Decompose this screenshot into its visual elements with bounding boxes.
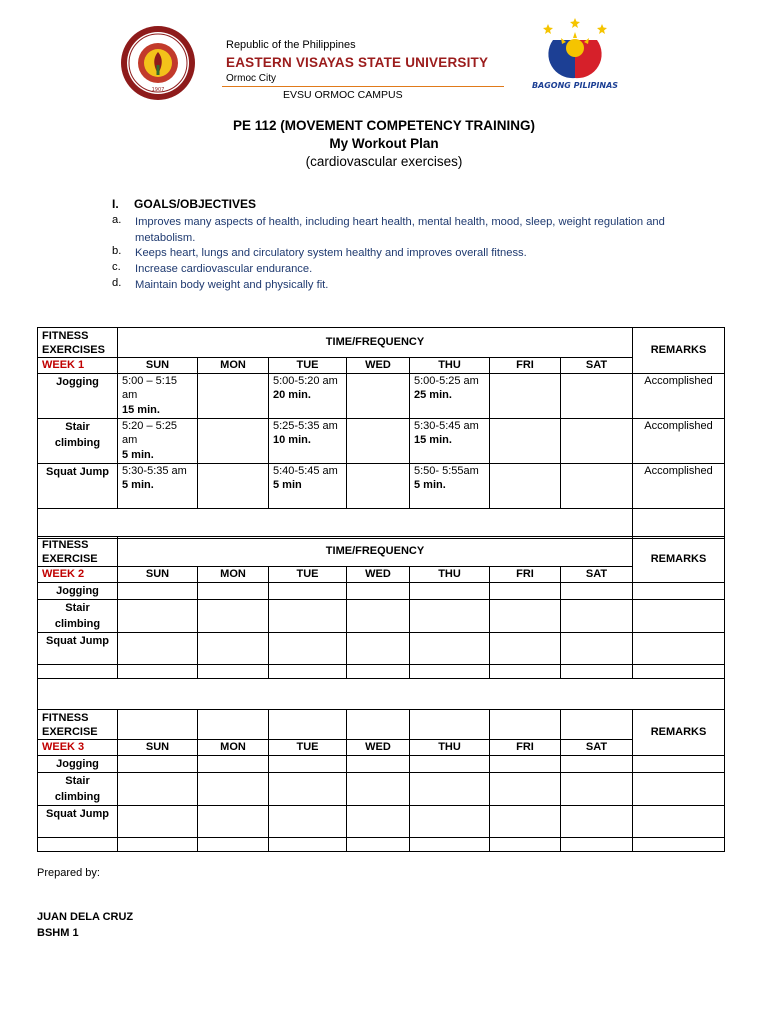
schedule-cell (269, 755, 347, 772)
duration: 5 min. (414, 479, 446, 491)
schedule-cell (198, 418, 269, 463)
remarks-header: REMARKS (633, 537, 725, 583)
schedule-cell (410, 805, 490, 837)
goals-number: I. (112, 197, 119, 211)
schedule-cell (410, 772, 490, 805)
day-header: TUE (269, 358, 347, 374)
goals-heading-text: GOALS/OBJECTIVES (134, 197, 257, 211)
schedule-cell (410, 582, 490, 599)
seal-year: 1907 (151, 87, 165, 93)
schedule-cell (118, 418, 198, 463)
time-range: 5:50- 5:55am (414, 464, 479, 477)
exercise-name: Jogging (38, 373, 118, 418)
goal-item (112, 261, 672, 277)
goal-item (112, 277, 672, 293)
remarks-cell (633, 805, 725, 837)
goal-letter: d. (112, 277, 122, 289)
schedule-cell (118, 805, 198, 837)
day-header: WED (347, 740, 410, 756)
day-header: WED (347, 567, 410, 583)
empty-cell (198, 710, 269, 740)
goal-text: Keeps heart, lungs and circulatory system healthy and improves overall fitness. (135, 247, 527, 259)
schedule-cell (269, 632, 347, 664)
week-label: WEEK 1 (38, 358, 118, 374)
remarks-cell (633, 582, 725, 599)
schedule-cell (561, 772, 633, 805)
country-label: Republic of the Philippines (226, 39, 356, 51)
day-header: SAT (561, 740, 633, 756)
schedule-cell (410, 755, 490, 772)
schedule-cell (410, 632, 490, 664)
empty-cell (118, 710, 198, 740)
goal-text: Increase cardiovascular endurance. (135, 263, 313, 275)
time-range: 5:30-5:35 am (122, 464, 187, 477)
schedule-cell (410, 463, 490, 508)
schedule-cell (118, 837, 198, 851)
schedule-cell (561, 755, 633, 772)
duration: 25 min. (414, 389, 452, 401)
schedule-cell (198, 599, 269, 632)
exercise-name: Squat Jump (38, 632, 118, 664)
schedule-cell (198, 373, 269, 418)
exercise-name: Stair climbing (38, 418, 118, 463)
schedule-cell (490, 664, 561, 678)
schedule-cell (490, 418, 561, 463)
fitness-exercise-header: FITNESS EXERCISE (38, 710, 118, 740)
remarks-cell: Accomplished (633, 373, 725, 418)
schedule-cell (347, 582, 410, 599)
prepared-by-label: Prepared by: (37, 867, 100, 879)
duration: 15 min. (122, 403, 160, 416)
schedule-cell (561, 837, 633, 851)
duration: 15 min. (414, 434, 452, 446)
empty-cell (490, 710, 561, 740)
schedule-cell (269, 599, 347, 632)
schedule-cell (118, 463, 198, 508)
schedule-cell (118, 599, 198, 632)
fitness-exercises-header: FITNESS EXERCISES (38, 328, 118, 358)
schedule-cell (347, 664, 410, 678)
schedule-cell (410, 373, 490, 418)
schedule-cell (490, 755, 561, 772)
schedule-cell (198, 582, 269, 599)
remarks-cell: Accomplished (633, 463, 725, 508)
day-header: THU (410, 567, 490, 583)
empty-cell (269, 710, 347, 740)
schedule-cell (269, 837, 347, 851)
goal-text: Improves many aspects of health, including heart health, mental health, mood, sleep, weight regulation and metabolism. (135, 216, 665, 244)
schedule-cell (410, 664, 490, 678)
day-header: TUE (269, 567, 347, 583)
day-header: SAT (561, 358, 633, 374)
exercise-name: Squat Jump (38, 805, 118, 837)
preparer-name: JUAN DELA CRUZ (37, 911, 134, 923)
schedule-cell (561, 599, 633, 632)
day-header: SUN (118, 358, 198, 374)
schedule-cell (490, 837, 561, 851)
schedule-cell (490, 632, 561, 664)
schedule-cell (198, 755, 269, 772)
remarks-cell (633, 664, 725, 678)
fitness-exercise-header: FITNESS EXERCISE (38, 537, 118, 567)
schedule-cell (347, 463, 410, 508)
spacer-cell (38, 508, 633, 538)
schedule-cell (198, 463, 269, 508)
university-seal-logo (120, 25, 196, 101)
day-header: FRI (490, 567, 561, 583)
week1-table (37, 327, 725, 539)
goal-text: Maintain body weight and physically fit. (135, 279, 329, 291)
time-range: 5:00-5:20 am (273, 374, 338, 387)
schedule-cell (269, 664, 347, 678)
schedule-cell (347, 772, 410, 805)
plan-title: My Workout Plan (329, 136, 439, 151)
day-header: SAT (561, 567, 633, 583)
schedule-cell (118, 582, 198, 599)
schedule-cell (490, 463, 561, 508)
day-header: SUN (118, 567, 198, 583)
spacer-cell (633, 508, 725, 538)
schedule-cell (490, 599, 561, 632)
university-name: EASTERN VISAYAS STATE UNIVERSITY (226, 55, 489, 70)
day-header: SUN (118, 740, 198, 756)
schedule-cell (490, 772, 561, 805)
remarks-header: REMARKS (633, 328, 725, 374)
remarks-cell (633, 599, 725, 632)
time-range: 5:40-5:45 am (273, 464, 338, 477)
duration: 20 min. (273, 389, 311, 401)
goal-letter: b. (112, 245, 122, 257)
remarks-cell (633, 772, 725, 805)
day-header: MON (198, 740, 269, 756)
schedule-cell (198, 664, 269, 678)
time-range: 5:25-5:35 am (273, 419, 338, 432)
goal-item (112, 214, 672, 246)
campus-label: EVSU ORMOC CAMPUS (283, 89, 403, 101)
remarks-header: REMARKS (633, 710, 725, 756)
schedule-cell (347, 632, 410, 664)
flag-logo-text: BAGONG PILIPINAS (531, 81, 619, 90)
schedule-cell (347, 418, 410, 463)
city-label: Ormoc City (226, 73, 276, 84)
schedule-cell (269, 582, 347, 599)
header-divider (222, 86, 504, 87)
day-header: THU (410, 740, 490, 756)
bagong-pilipinas-logo (528, 18, 622, 92)
schedule-cell (410, 837, 490, 851)
schedule-cell (198, 805, 269, 837)
schedule-cell (269, 418, 347, 463)
exercise-name: Squat Jump (38, 463, 118, 508)
week2-table (37, 536, 725, 710)
exercise-name: Jogging (38, 582, 118, 599)
duration: 5 min. (122, 448, 154, 461)
schedule-cell (118, 373, 198, 418)
empty-cell (347, 710, 410, 740)
schedule-cell (198, 632, 269, 664)
schedule-cell (347, 805, 410, 837)
time-range: 5:20 – 5:25 am (122, 419, 178, 446)
day-header: WED (347, 358, 410, 374)
schedule-cell (269, 463, 347, 508)
schedule-cell (561, 373, 633, 418)
week-label: WEEK 2 (38, 567, 118, 583)
day-header: TUE (269, 740, 347, 756)
schedule-cell (561, 664, 633, 678)
remarks-cell (633, 837, 725, 851)
exercise-name: Jogging (38, 755, 118, 772)
remarks-cell: Accomplished (633, 418, 725, 463)
day-header: FRI (490, 358, 561, 374)
remarks-cell (633, 632, 725, 664)
schedule-cell (198, 837, 269, 851)
day-header: THU (410, 358, 490, 374)
schedule-cell (118, 755, 198, 772)
schedule-cell (269, 772, 347, 805)
course-title: PE 112 (MOVEMENT COMPETENCY TRAINING) (232, 118, 536, 133)
schedule-cell (118, 664, 198, 678)
schedule-cell (490, 373, 561, 418)
exercise-name: Stair climbing (38, 772, 118, 805)
time-frequency-header: TIME/FREQUENCY (118, 537, 633, 567)
schedule-cell (410, 599, 490, 632)
week-label: WEEK 3 (38, 740, 118, 756)
empty-cell (38, 837, 118, 851)
duration: 10 min. (273, 434, 311, 446)
schedule-cell (410, 418, 490, 463)
exercise-name: Stair climbing (38, 599, 118, 632)
time-range: 5:00-5:25 am (414, 374, 479, 387)
goal-letter: a. (112, 214, 122, 226)
empty-cell (38, 664, 118, 678)
schedule-cell (490, 582, 561, 599)
schedule-cell (561, 463, 633, 508)
remarks-cell (633, 755, 725, 772)
goal-letter: c. (112, 261, 121, 273)
spacer-cell (38, 678, 725, 709)
schedule-cell (561, 582, 633, 599)
preparer-course: BSHM 1 (37, 927, 79, 939)
goals-heading (112, 197, 256, 211)
time-range: 5:30-5:45 am (414, 419, 479, 432)
schedule-cell (269, 373, 347, 418)
week3-table (37, 709, 725, 852)
schedule-cell (347, 755, 410, 772)
day-header: MON (198, 358, 269, 374)
schedule-cell (561, 805, 633, 837)
schedule-cell (490, 805, 561, 837)
day-header: MON (198, 567, 269, 583)
schedule-cell (269, 805, 347, 837)
schedule-cell (198, 772, 269, 805)
empty-cell (410, 710, 490, 740)
schedule-cell (118, 772, 198, 805)
empty-cell (561, 710, 633, 740)
plan-subtitle: (cardiovascular exercises) (305, 154, 463, 169)
time-frequency-header: TIME/FREQUENCY (118, 328, 633, 358)
schedule-cell (561, 632, 633, 664)
duration: 5 min (273, 479, 302, 491)
schedule-cell (347, 837, 410, 851)
goal-item (112, 245, 672, 261)
duration: 5 min. (122, 479, 154, 491)
schedule-cell (561, 418, 633, 463)
day-header: FRI (490, 740, 561, 756)
schedule-cell (118, 632, 198, 664)
schedule-cell (347, 373, 410, 418)
schedule-cell (347, 599, 410, 632)
time-range: 5:00 – 5:15 am (122, 374, 178, 401)
